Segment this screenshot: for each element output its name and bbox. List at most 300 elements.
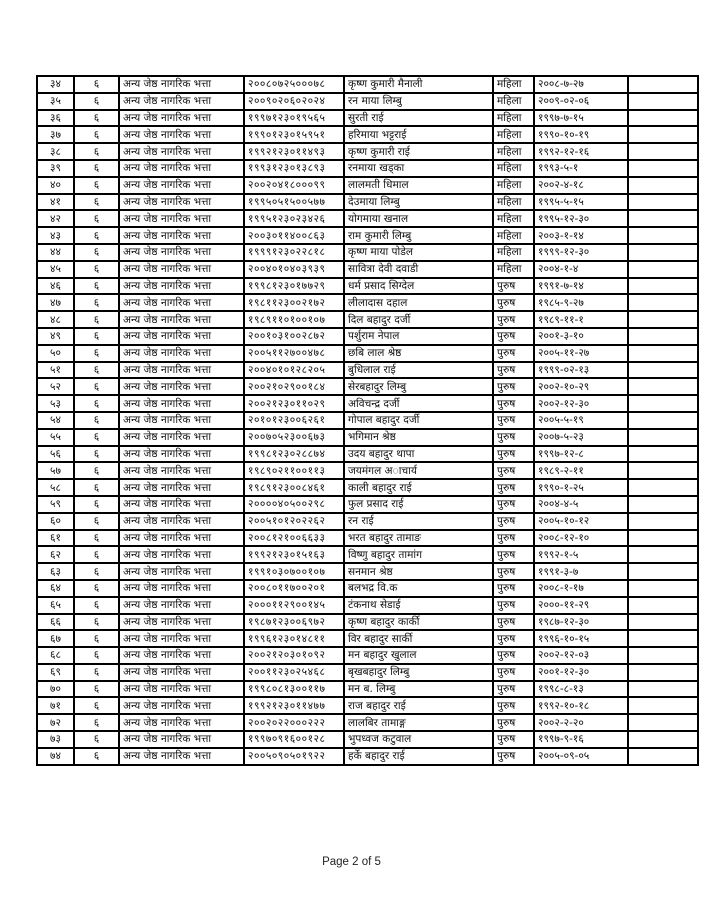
- remarks-cell: [628, 76, 698, 93]
- ward-number-cell: ६: [74, 614, 119, 631]
- gender-cell: पुरुष: [493, 647, 534, 664]
- date-of-birth-cell: १९९२-१०-१८: [534, 697, 628, 714]
- table-row: [37, 261, 698, 278]
- remarks-cell: [628, 194, 698, 211]
- id-number-cell: २००५१०१२०२२६२: [244, 513, 344, 530]
- id-number-cell: २००००४०५००२९८: [244, 496, 344, 513]
- remarks-cell: [628, 395, 698, 412]
- allowance-type-cell: अन्य जेष्ठ नागरिक भत्ता: [119, 311, 244, 328]
- row-number-cell: ५५: [37, 429, 74, 446]
- date-of-birth-cell: १९९३-५-१: [534, 160, 628, 177]
- id-number-cell: १९९९१२३०२२८१८: [244, 244, 344, 261]
- allowance-type-cell: अन्य जेष्ठ नागरिक भत्ता: [119, 126, 244, 143]
- allowance-type-cell: अन्य जेष्ठ नागरिक भत्ता: [119, 446, 244, 463]
- id-number-cell: २००२१२३०११०२९: [244, 395, 344, 412]
- beneficiary-name-cell: रनमाया खड्का: [344, 160, 493, 177]
- remarks-cell: [628, 328, 698, 345]
- remarks-cell: [628, 597, 698, 614]
- id-number-cell: १९८९०२११००११३: [244, 462, 344, 479]
- allowance-type-cell: अन्य जेष्ठ नागरिक भत्ता: [119, 93, 244, 110]
- date-of-birth-cell: १९८७-१२-३०: [534, 614, 628, 631]
- id-number-cell: १९९८०८१३००११७: [244, 681, 344, 698]
- remarks-cell: [628, 362, 698, 379]
- beneficiary-name-cell: सेरबहादुर लिम्बु: [344, 378, 493, 395]
- id-number-cell: २००११२३०२५४६८: [244, 664, 344, 681]
- remarks-cell: [628, 530, 698, 547]
- date-of-birth-cell: २००१-३-१०: [534, 328, 628, 345]
- table-row: [37, 345, 698, 362]
- id-number-cell: १९९७१२३०१९५६५: [244, 110, 344, 127]
- date-of-birth-cell: २००८-१२-१०: [534, 530, 628, 547]
- table-row: [37, 563, 698, 580]
- row-number-cell: ४५: [37, 261, 74, 278]
- ward-number-cell: ६: [74, 563, 119, 580]
- ward-number-cell: ६: [74, 177, 119, 194]
- ward-number-cell: ६: [74, 294, 119, 311]
- row-number-cell: ६२: [37, 546, 74, 563]
- remarks-cell: [628, 210, 698, 227]
- table-row: [37, 664, 698, 681]
- ward-number-cell: ६: [74, 462, 119, 479]
- remarks-cell: [628, 563, 698, 580]
- allowance-type-cell: अन्य जेष्ठ नागरिक भत्ता: [119, 462, 244, 479]
- date-of-birth-cell: २००२-२-२०: [534, 714, 628, 731]
- id-number-cell: २००५११२७००४७८: [244, 345, 344, 362]
- table-row: [37, 177, 698, 194]
- allowance-type-cell: अन्य जेष्ठ नागरिक भत्ता: [119, 328, 244, 345]
- table-row: [37, 681, 698, 698]
- date-of-birth-cell: २००२-१२-३०: [534, 395, 628, 412]
- beneficiary-name-cell: मन बहादुर खुलाल: [344, 647, 493, 664]
- row-number-cell: ५७: [37, 462, 74, 479]
- gender-cell: महिला: [493, 244, 534, 261]
- row-number-cell: ४७: [37, 294, 74, 311]
- table-row: [37, 731, 698, 748]
- allowance-type-cell: अन्य जेष्ठ नागरिक भत्ता: [119, 160, 244, 177]
- row-number-cell: ५६: [37, 446, 74, 463]
- gender-cell: पुरुष: [493, 714, 534, 731]
- id-number-cell: १९९३१२३०१३८९३: [244, 160, 344, 177]
- gender-cell: पुरुष: [493, 446, 534, 463]
- gender-cell: पुरुष: [493, 630, 534, 647]
- id-number-cell: २००८०७२५०००७८: [244, 76, 344, 93]
- id-number-cell: २००१०३१००२८७२: [244, 328, 344, 345]
- allowance-type-cell: अन्य जेष्ठ नागरिक भत्ता: [119, 412, 244, 429]
- allowance-type-cell: अन्य जेष्ठ नागरिक भत्ता: [119, 748, 244, 765]
- allowance-type-cell: अन्य जेष्ठ नागरिक भत्ता: [119, 630, 244, 647]
- date-of-birth-cell: २००७-५-२३: [534, 429, 628, 446]
- gender-cell: महिला: [493, 126, 534, 143]
- allowance-type-cell: अन्य जेष्ठ नागरिक भत्ता: [119, 714, 244, 731]
- row-number-cell: ३८: [37, 143, 74, 160]
- gender-cell: पुरुष: [493, 462, 534, 479]
- id-number-cell: १९९७०९१६००१२८: [244, 731, 344, 748]
- ward-number-cell: ६: [74, 412, 119, 429]
- ward-number-cell: ६: [74, 261, 119, 278]
- table-row: [37, 395, 698, 412]
- id-number-cell: १९९५१२३०२३४२६: [244, 210, 344, 227]
- row-number-cell: ५९: [37, 496, 74, 513]
- table-row: [37, 328, 698, 345]
- beneficiary-name-cell: रन माया लिम्बु: [344, 93, 493, 110]
- allowance-type-cell: अन्य जेष्ठ नागरिक भत्ता: [119, 614, 244, 631]
- beneficiary-name-cell: सावित्रा देवी दवाडी: [344, 261, 493, 278]
- gender-cell: पुरुष: [493, 294, 534, 311]
- row-number-cell: ३९: [37, 160, 74, 177]
- id-number-cell: १९९२१२३०११४७७: [244, 697, 344, 714]
- date-of-birth-cell: १९९७-१२-८: [534, 446, 628, 463]
- allowance-type-cell: अन्य जेष्ठ नागरिक भत्ता: [119, 429, 244, 446]
- remarks-cell: [628, 110, 698, 127]
- remarks-cell: [628, 647, 698, 664]
- beneficiary-name-cell: मन ब. लिम्बु: [344, 681, 493, 698]
- id-number-cell: २००४०१०४०३९३९: [244, 261, 344, 278]
- remarks-cell: [628, 429, 698, 446]
- row-number-cell: ५०: [37, 345, 74, 362]
- table-row: [37, 614, 698, 631]
- beneficiary-name-cell: गाेपाल बहादुर दर्जी: [344, 412, 493, 429]
- ward-number-cell: ६: [74, 496, 119, 513]
- date-of-birth-cell: १९९५-१२-३०: [534, 210, 628, 227]
- beneficiary-name-cell: टंकनाथ सेडाई: [344, 597, 493, 614]
- ward-number-cell: ६: [74, 429, 119, 446]
- gender-cell: पुरुष: [493, 681, 534, 698]
- remarks-cell: [628, 244, 698, 261]
- id-number-cell: १९९२१२३०१५१६३: [244, 546, 344, 563]
- date-of-birth-cell: २००१-१२-३०: [534, 664, 628, 681]
- row-number-cell: ६१: [37, 530, 74, 547]
- beneficiary-name-cell: धर्म प्रसाद सिग्देल: [344, 278, 493, 295]
- gender-cell: पुरुष: [493, 311, 534, 328]
- beneficiary-name-cell: योगमाया खनाल: [344, 210, 493, 227]
- ward-number-cell: ६: [74, 647, 119, 664]
- date-of-birth-cell: २००२-१२-०३: [534, 647, 628, 664]
- allowance-type-cell: अन्य जेष्ठ नागरिक भत्ता: [119, 110, 244, 127]
- gender-cell: पुरुष: [493, 362, 534, 379]
- ward-number-cell: ६: [74, 278, 119, 295]
- beneficiary-name-cell: सुरती राई: [344, 110, 493, 127]
- id-number-cell: १९९१०३०७००१०७: [244, 563, 344, 580]
- gender-cell: पुरुष: [493, 345, 534, 362]
- allowance-type-cell: अन्य जेष्ठ नागरिक भत्ता: [119, 395, 244, 412]
- row-number-cell: ३५: [37, 93, 74, 110]
- gender-cell: पुरुष: [493, 664, 534, 681]
- id-number-cell: १९८७१२३००६९७२: [244, 614, 344, 631]
- id-number-cell: १९८९११०१००१०७: [244, 311, 344, 328]
- ward-number-cell: ६: [74, 210, 119, 227]
- ward-number-cell: ६: [74, 714, 119, 731]
- remarks-cell: [628, 412, 698, 429]
- table-row: [37, 446, 698, 463]
- row-number-cell: ३६: [37, 110, 74, 127]
- id-number-cell: २००२१२०३०१०९२: [244, 647, 344, 664]
- row-number-cell: ३४: [37, 76, 74, 93]
- remarks-cell: [628, 160, 698, 177]
- id-number-cell: २०००११२९००१४५: [244, 597, 344, 614]
- date-of-birth-cell: १९९१-३-७: [534, 563, 628, 580]
- id-number-cell: २००८०११७००२०१: [244, 580, 344, 597]
- table-row: [37, 513, 698, 530]
- date-of-birth-cell: २००८-७-२७: [534, 76, 628, 93]
- beneficiary-name-cell: विष्णु बहादुर तामांग: [344, 546, 493, 563]
- remarks-cell: [628, 614, 698, 631]
- gender-cell: महिला: [493, 177, 534, 194]
- beneficiary-name-cell: काली बहादुर राई: [344, 479, 493, 496]
- table-row: [37, 210, 698, 227]
- date-of-birth-cell: १९९७-९-१६: [534, 731, 628, 748]
- ward-number-cell: ६: [74, 697, 119, 714]
- allowance-type-cell: अन्य जेष्ठ नागरिक भत्ता: [119, 194, 244, 211]
- row-number-cell: ७१: [37, 697, 74, 714]
- allowance-type-cell: अन्य जेष्ठ नागरिक भत्ता: [119, 210, 244, 227]
- gender-cell: महिला: [493, 93, 534, 110]
- id-number-cell: २००२०२२०००२२२: [244, 714, 344, 731]
- table-row: [37, 143, 698, 160]
- table-row: [37, 630, 698, 647]
- table-row: [37, 278, 698, 295]
- allowance-type-cell: अन्य जेष्ठ नागरिक भत्ता: [119, 563, 244, 580]
- allowance-type-cell: अन्य जेष्ठ नागरिक भत्ता: [119, 697, 244, 714]
- date-of-birth-cell: १९९९-१२-३०: [534, 244, 628, 261]
- beneficiary-name-cell: बलभद्र वि.क: [344, 580, 493, 597]
- gender-cell: पुरुष: [493, 395, 534, 412]
- gender-cell: पुरुष: [493, 614, 534, 631]
- gender-cell: पुरुष: [493, 580, 534, 597]
- id-number-cell: २००२१०२९००१८४: [244, 378, 344, 395]
- remarks-cell: [628, 714, 698, 731]
- remarks-cell: [628, 227, 698, 244]
- row-number-cell: ५१: [37, 362, 74, 379]
- gender-cell: पुरुष: [493, 697, 534, 714]
- gender-cell: पुरुष: [493, 412, 534, 429]
- gender-cell: पुरुष: [493, 429, 534, 446]
- date-of-birth-cell: १९९२-१-५: [534, 546, 628, 563]
- remarks-cell: [628, 681, 698, 698]
- ward-number-cell: ६: [74, 748, 119, 765]
- beneficiary-name-cell: कृष्ण कुमारी राई: [344, 143, 493, 160]
- table-row: [37, 76, 698, 93]
- ward-number-cell: ६: [74, 580, 119, 597]
- beneficiary-name-cell: हरिमाया भट्टराई: [344, 126, 493, 143]
- beneficiary-name-cell: बृखबहादुर लिम्बु: [344, 664, 493, 681]
- ward-number-cell: ६: [74, 76, 119, 93]
- table-row: [37, 580, 698, 597]
- beneficiary-name-cell: विर बहादुर सार्की: [344, 630, 493, 647]
- id-number-cell: १९९०१२३०१५९५१: [244, 126, 344, 143]
- allowance-type-cell: अन्य जेष्ठ नागरिक भत्ता: [119, 546, 244, 563]
- row-number-cell: ४३: [37, 227, 74, 244]
- beneficiary-name-cell: भगिमान श्रेष्ठ: [344, 429, 493, 446]
- row-number-cell: ५२: [37, 378, 74, 395]
- remarks-cell: [628, 546, 698, 563]
- remarks-cell: [628, 143, 698, 160]
- id-number-cell: १९८९१२३००८४६१: [244, 479, 344, 496]
- date-of-birth-cell: २००५-५-१९: [534, 412, 628, 429]
- row-number-cell: ५८: [37, 479, 74, 496]
- allowance-type-cell: अन्य जेष्ठ नागरिक भत्ता: [119, 597, 244, 614]
- row-number-cell: ६९: [37, 664, 74, 681]
- allowance-type-cell: अन्य जेष्ठ नागरिक भत्ता: [119, 227, 244, 244]
- allowance-type-cell: अन्य जेष्ठ नागरिक भत्ता: [119, 479, 244, 496]
- table-row: [37, 311, 698, 328]
- row-number-cell: ६४: [37, 580, 74, 597]
- date-of-birth-cell: १९९८-८-१३: [534, 681, 628, 698]
- ward-number-cell: ६: [74, 143, 119, 160]
- remarks-cell: [628, 345, 698, 362]
- gender-cell: महिला: [493, 143, 534, 160]
- id-number-cell: १९९८१२३०१७७२९: [244, 278, 344, 295]
- beneficiary-name-cell: रन राई: [344, 513, 493, 530]
- ward-number-cell: ६: [74, 597, 119, 614]
- ward-number-cell: ६: [74, 244, 119, 261]
- remarks-cell: [628, 630, 698, 647]
- row-number-cell: ६६: [37, 614, 74, 631]
- ward-number-cell: ६: [74, 227, 119, 244]
- row-number-cell: ५३: [37, 395, 74, 412]
- gender-cell: पुरुष: [493, 479, 534, 496]
- table-row: [37, 244, 698, 261]
- row-number-cell: ६७: [37, 630, 74, 647]
- remarks-cell: [628, 513, 698, 530]
- table-row: [37, 412, 698, 429]
- table-row: [37, 546, 698, 563]
- beneficiary-name-cell: कृष्ण कुमारी मैनाली: [344, 76, 493, 93]
- beneficiary-name-cell: फुल प्रसाद राई: [344, 496, 493, 513]
- id-number-cell: २०१०१२३००६२६१: [244, 412, 344, 429]
- table-row: [37, 93, 698, 110]
- gender-cell: पुरुष: [493, 496, 534, 513]
- table-row: [37, 110, 698, 127]
- remarks-cell: [628, 378, 698, 395]
- remarks-cell: [628, 177, 698, 194]
- ward-number-cell: ६: [74, 630, 119, 647]
- remarks-cell: [628, 126, 698, 143]
- remarks-cell: [628, 580, 698, 597]
- beneficiary-name-cell: उदय बहादुर थापा: [344, 446, 493, 463]
- date-of-birth-cell: २००५-११-२७: [534, 345, 628, 362]
- date-of-birth-cell: २०००-११-२९: [534, 597, 628, 614]
- remarks-cell: [628, 664, 698, 681]
- allowance-type-cell: अन्य जेष्ठ नागरिक भत्ता: [119, 681, 244, 698]
- row-number-cell: ४६: [37, 278, 74, 295]
- remarks-cell: [628, 294, 698, 311]
- ward-number-cell: ६: [74, 664, 119, 681]
- id-number-cell: १९९२१२३०११४९३: [244, 143, 344, 160]
- ward-number-cell: ६: [74, 395, 119, 412]
- date-of-birth-cell: १९९०-१०-१९: [534, 126, 628, 143]
- id-number-cell: १९९८१२३०२८८७४: [244, 446, 344, 463]
- date-of-birth-cell: १९९२-१२-१६: [534, 143, 628, 160]
- date-of-birth-cell: २००४-४-५: [534, 496, 628, 513]
- allowance-type-cell: अन्य जेष्ठ नागरिक भत्ता: [119, 143, 244, 160]
- table-row: [37, 697, 698, 714]
- remarks-cell: [628, 731, 698, 748]
- row-number-cell: ४०: [37, 177, 74, 194]
- id-number-cell: २००५०९०५०१९२२: [244, 748, 344, 765]
- row-number-cell: ६०: [37, 513, 74, 530]
- row-number-cell: ७४: [37, 748, 74, 765]
- remarks-cell: [628, 278, 698, 295]
- row-number-cell: ७३: [37, 731, 74, 748]
- beneficiary-name-cell: लालमती धिमाल: [344, 177, 493, 194]
- date-of-birth-cell: १९८९-२-११: [534, 462, 628, 479]
- allowance-type-cell: अन्य जेष्ठ नागरिक भत्ता: [119, 362, 244, 379]
- table-row: [37, 362, 698, 379]
- allowance-type-cell: अन्य जेष्ठ नागरिक भत्ता: [119, 278, 244, 295]
- allowance-type-cell: अन्य जेष्ठ नागरिक भत्ता: [119, 731, 244, 748]
- remarks-cell: [628, 496, 698, 513]
- date-of-birth-cell: १९९०-१-२५: [534, 479, 628, 496]
- ward-number-cell: ६: [74, 160, 119, 177]
- ward-number-cell: ६: [74, 126, 119, 143]
- table-row: [37, 714, 698, 731]
- gender-cell: महिला: [493, 227, 534, 244]
- remarks-cell: [628, 748, 698, 765]
- date-of-birth-cell: १९९५-५-१५: [534, 194, 628, 211]
- date-of-birth-cell: १९९६-१०-१५: [534, 630, 628, 647]
- ward-number-cell: ६: [74, 345, 119, 362]
- ward-number-cell: ६: [74, 479, 119, 496]
- gender-cell: पुरुष: [493, 563, 534, 580]
- beneficiary-name-cell: बुधिलाल राई: [344, 362, 493, 379]
- beneficiary-name-cell: राम कुमारी लिम्बु: [344, 227, 493, 244]
- gender-cell: पुरुष: [493, 731, 534, 748]
- allowance-type-cell: अन्य जेष्ठ नागरिक भत्ता: [119, 580, 244, 597]
- ward-number-cell: ६: [74, 546, 119, 563]
- remarks-cell: [628, 697, 698, 714]
- date-of-birth-cell: २००५-०९-०५: [534, 748, 628, 765]
- date-of-birth-cell: २००८-१-१७: [534, 580, 628, 597]
- table-row: [37, 748, 698, 765]
- gender-cell: महिला: [493, 110, 534, 127]
- table-row: [37, 194, 698, 211]
- ward-number-cell: ६: [74, 362, 119, 379]
- ward-number-cell: ६: [74, 731, 119, 748]
- beneficiary-name-cell: लालबिर तामाङ्ग: [344, 714, 493, 731]
- date-of-birth-cell: १९८५-९-२७: [534, 294, 628, 311]
- id-number-cell: २००४०१०१२८२०५: [244, 362, 344, 379]
- ward-number-cell: ६: [74, 681, 119, 698]
- row-number-cell: ५४: [37, 412, 74, 429]
- date-of-birth-cell: १९९१-७-१४: [534, 278, 628, 295]
- table-row: [37, 378, 698, 395]
- gender-cell: पुरुष: [493, 278, 534, 295]
- date-of-birth-cell: २००२-४-१८: [534, 177, 628, 194]
- ward-number-cell: ६: [74, 446, 119, 463]
- date-of-birth-cell: २००९-०२-०६: [534, 93, 628, 110]
- allowance-type-cell: अन्य जेष्ठ नागरिक भत्ता: [119, 345, 244, 362]
- beneficiary-name-cell: अविचन्द्र दर्जी: [344, 395, 493, 412]
- date-of-birth-cell: १९९७-७-१५: [534, 110, 628, 127]
- gender-cell: महिला: [493, 261, 534, 278]
- remarks-cell: [628, 93, 698, 110]
- ward-number-cell: ६: [74, 93, 119, 110]
- allowance-type-cell: अन्य जेष्ठ नागरिक भत्ता: [119, 378, 244, 395]
- row-number-cell: ३७: [37, 126, 74, 143]
- beneficiary-name-cell: राज बहादुर राई: [344, 697, 493, 714]
- beneficiary-name-cell: पर्शुराम नेपाल: [344, 328, 493, 345]
- beneficiary-name-cell: हर्के बहादुर राई: [344, 748, 493, 765]
- remarks-cell: [628, 479, 698, 496]
- id-number-cell: १९९६१२३०१४८११: [244, 630, 344, 647]
- id-number-cell: १९९५०५१५००५७७: [244, 194, 344, 211]
- ward-number-cell: ६: [74, 194, 119, 211]
- allowance-type-cell: अन्य जेष्ठ नागरिक भत्ता: [119, 513, 244, 530]
- beneficiary-name-cell: लीलादास दहाल: [344, 294, 493, 311]
- beneficiary-name-cell: भरत बहादुर तामाङ: [344, 530, 493, 547]
- table-row: [37, 294, 698, 311]
- id-number-cell: २००९०२०६०२०२४: [244, 93, 344, 110]
